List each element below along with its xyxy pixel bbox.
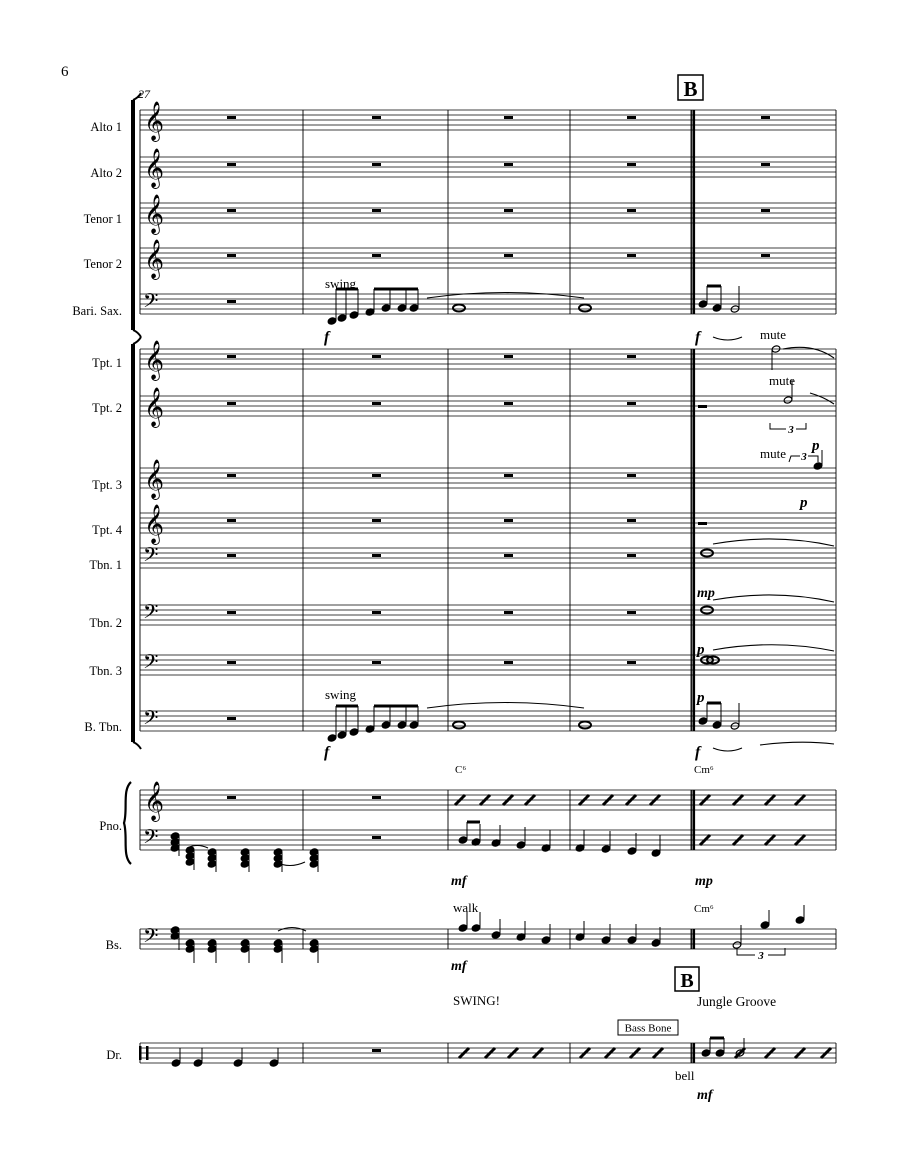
note-head [541, 936, 551, 944]
whole-rest [627, 163, 636, 166]
whole-rest [227, 402, 236, 405]
label-tbn2: Tbn. 2 [89, 616, 122, 630]
whole-rest [227, 796, 236, 799]
svg-text:B: B [683, 77, 698, 101]
jungle-groove: Jungle Groove [697, 994, 777, 1009]
bass-clef: 𝄢 [143, 708, 159, 734]
whole-rest [627, 355, 636, 358]
system-brackets [124, 93, 141, 864]
whole-rest [227, 611, 236, 614]
whole-rest [627, 254, 636, 257]
dyn-btbn-m31: f [695, 744, 701, 761]
whole-rest [761, 254, 770, 257]
whole-rest [227, 254, 236, 257]
chord-pno-m31: Cm⁶ [694, 764, 714, 776]
chord-pno-m29: C⁶ [455, 764, 467, 776]
dyn-bari-m28: f [324, 329, 330, 346]
note-head [409, 304, 419, 312]
note-head [601, 936, 611, 944]
measure-number: 27 [138, 87, 150, 101]
staff-tbn2 [140, 602, 836, 628]
note-head [337, 731, 347, 739]
note-head [491, 931, 501, 939]
whole-rest [227, 554, 236, 557]
triplet-tpt2: 3 [788, 424, 794, 436]
whole-rest [372, 254, 381, 257]
note-head [698, 300, 708, 308]
bass-clef: 𝄢 [143, 545, 159, 571]
note-head [458, 924, 468, 932]
label-tpt1: Tpt. 1 [92, 356, 122, 370]
label-pno: Pno. [99, 819, 122, 833]
svg-text:Bass Bone: Bass Bone [624, 1022, 672, 1035]
note-head [409, 721, 419, 729]
whole-rest [761, 163, 770, 166]
dyn-tbn2: p [697, 642, 705, 658]
note-head [233, 1059, 243, 1067]
whole-note [453, 722, 465, 729]
staff-tpt1 [140, 341, 836, 381]
label-btbn: B. Tbn. [84, 720, 122, 734]
whole-rest [372, 796, 381, 799]
whole-rest [627, 661, 636, 664]
swing-banner: SWING! [453, 993, 500, 1008]
bass-clef: 𝄢 [143, 652, 159, 678]
whole-rest [227, 519, 236, 522]
label-bari: Bari. Sax. [72, 304, 122, 318]
svg-text:B: B [680, 970, 694, 992]
whole-note [579, 305, 591, 312]
note-head [349, 728, 359, 736]
whole-rest [227, 300, 236, 303]
staff-pno-rh [140, 782, 836, 822]
whole-rest [227, 116, 236, 119]
label-bs: Bs. [105, 938, 122, 952]
whole-rest [627, 519, 636, 522]
triplet-bs: 3 [758, 950, 764, 962]
note-head [381, 721, 391, 729]
bell-label: bell [675, 1068, 695, 1083]
staff-btbn [140, 708, 836, 734]
treble-clef: 𝄞 [144, 150, 165, 187]
staff-alto2 [140, 149, 836, 189]
dyn-pno-m31: mp [695, 874, 713, 889]
dyn-btbn-m28: f [324, 744, 330, 761]
whole-rest [227, 163, 236, 166]
note-head [783, 396, 793, 404]
label-tbn1: Tbn. 1 [89, 558, 122, 572]
whole-rest [504, 355, 513, 358]
chord-bs-m31: Cm⁶ [694, 903, 714, 915]
dyn-bs-m29: mf [451, 959, 467, 974]
dyn-tbn3: p [697, 690, 705, 706]
treble-clef: 𝄞 [144, 389, 165, 426]
label-dr: Dr. [106, 1048, 122, 1062]
staff-tpt2 [140, 388, 836, 428]
dyn-tpt3-a: p [812, 438, 820, 454]
note-head [327, 317, 337, 325]
whole-rest [627, 611, 636, 614]
whole-note [453, 305, 465, 312]
dyn-dr-m31: mf [697, 1088, 713, 1103]
whole-rest [627, 554, 636, 557]
treble-clef: 𝄞 [144, 103, 165, 140]
note-head [701, 1049, 711, 1057]
whole-rest [227, 717, 236, 720]
whole-rest [227, 474, 236, 477]
whole-rest [372, 116, 381, 119]
staff-tpt3 [140, 460, 836, 500]
whole-rest [761, 209, 770, 212]
whole-rest [372, 611, 381, 614]
whole-rest [227, 355, 236, 358]
note-head [397, 721, 407, 729]
whole-rest [372, 355, 381, 358]
instrument-labels [72, 120, 122, 1062]
label-tbn3: Tbn. 3 [89, 664, 122, 678]
note-head [715, 1049, 725, 1057]
dyn-tbn1: mp [697, 586, 715, 601]
triplet-tpt3: 3 [801, 451, 807, 463]
whole-rest [504, 116, 513, 119]
treble-clef: 𝄞 [144, 461, 165, 498]
label-alto1: Alto 1 [90, 120, 122, 134]
swing-bari: swing [325, 276, 357, 291]
note-head [349, 311, 359, 319]
staff-tpt4 [140, 505, 836, 545]
whole-rest [504, 474, 513, 477]
bass-clef: 𝄢 [143, 291, 159, 317]
note-head [471, 924, 481, 932]
mute-tpt1: mute [760, 327, 786, 342]
dyn-bari-m31: f [695, 329, 701, 346]
whole-rest [504, 402, 513, 405]
label-tpt3: Tpt. 3 [92, 478, 122, 492]
treble-clef: 𝄞 [144, 783, 165, 820]
note-head [193, 1059, 203, 1067]
note-head [397, 304, 407, 312]
whole-rest [504, 611, 513, 614]
staff-lines [140, 102, 836, 1063]
note-head [381, 304, 391, 312]
staff-bari [140, 291, 836, 317]
treble-clef: 𝄞 [144, 506, 165, 543]
dyn-tpt3-b: p [800, 495, 808, 511]
note-head [627, 936, 637, 944]
bass-bone-box [618, 1020, 678, 1035]
whole-rest [372, 836, 381, 839]
mute-tpt3: mute [760, 446, 786, 461]
treble-clef: 𝄞 [144, 342, 165, 379]
note-head [813, 462, 823, 470]
bass-clef: 𝄢 [143, 602, 159, 628]
whole-rest [227, 209, 236, 212]
whole-rest [627, 474, 636, 477]
notation [170, 116, 831, 1067]
note-head [269, 1059, 279, 1067]
whole-rest [504, 163, 513, 166]
note-head [732, 941, 742, 949]
whole-rest [504, 519, 513, 522]
whole-note [579, 722, 591, 729]
label-alto2: Alto 2 [90, 166, 122, 180]
whole-rest [372, 163, 381, 166]
note-head [516, 841, 526, 849]
whole-rest [372, 519, 381, 522]
mute-tpt2: mute [769, 373, 795, 388]
note-head [712, 721, 722, 729]
whole-rest [372, 554, 381, 557]
swing-btbn: swing [325, 687, 357, 702]
staff-tenor1 [140, 195, 836, 235]
note-head [337, 314, 347, 322]
whole-rest [627, 402, 636, 405]
staff-tenor2 [140, 240, 836, 280]
note-head [627, 847, 637, 855]
bass-clef: 𝄢 [143, 926, 159, 952]
whole-rest [627, 116, 636, 119]
whole-rest [504, 661, 513, 664]
note-head [601, 845, 611, 853]
whole-rest [227, 661, 236, 664]
note-head [327, 734, 337, 742]
label-tpt4: Tpt. 4 [92, 523, 122, 537]
bass-clef: 𝄢 [143, 827, 159, 853]
whole-rest [504, 554, 513, 557]
whole-rest [372, 402, 381, 405]
note-head [760, 921, 770, 929]
treble-clef: 𝄞 [144, 241, 165, 278]
walk-label: walk [453, 900, 479, 915]
whole-rest [372, 209, 381, 212]
directions [325, 276, 795, 1083]
note-head [171, 1059, 181, 1067]
staff-tbn3 [140, 652, 836, 678]
whole-rest [504, 254, 513, 257]
note-head [795, 916, 805, 924]
whole-rest [372, 661, 381, 664]
staff-tbn1 [140, 545, 836, 571]
dyn-pno-m29: mf [451, 874, 467, 889]
treble-clef: 𝄞 [144, 196, 165, 233]
rehearsal-mark-top [678, 75, 703, 101]
label-tenor2: Tenor 2 [83, 257, 122, 271]
label-tpt2: Tpt. 2 [92, 401, 122, 415]
label-tenor1: Tenor 1 [83, 212, 122, 226]
note-head [458, 836, 468, 844]
whole-rest [372, 1049, 381, 1052]
note-head [698, 717, 708, 725]
rehearsal-mark-drums [675, 967, 699, 992]
note-head [712, 304, 722, 312]
whole-rest [372, 474, 381, 477]
whole-rest [761, 116, 770, 119]
whole-rest [504, 209, 513, 212]
note-head [651, 939, 661, 947]
page-number: 6 [61, 64, 69, 80]
staff-alto1 [140, 102, 836, 142]
half-rest [698, 522, 707, 525]
half-rest [698, 405, 707, 408]
whole-rest [627, 209, 636, 212]
